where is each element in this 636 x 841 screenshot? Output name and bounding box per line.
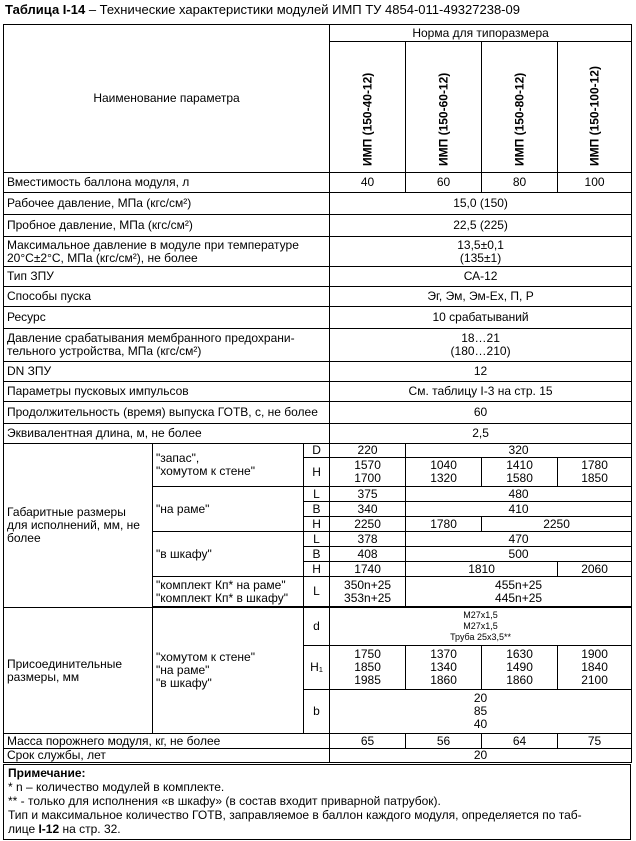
capacity-label: Вместимость баллона модуля, л <box>4 173 330 193</box>
life-label: Срок службы, лет <box>4 749 330 763</box>
dims-label: Габаритные размеры для исполнений, мм, не более <box>4 444 153 608</box>
resource-label: Ресурс <box>4 307 330 329</box>
work-pressure-label: Рабочее давление, МПа (кгс/см²) <box>4 193 330 215</box>
spec-table: Наименование параметра Норма для типоразмера ИМП (150-40-12) ИМП (150-60-12) ИМП (150-80-12) ИМП (150-100-12) Вместимость баллона модуля, л 40 60 80 100 Рабочее давление, МПа (кгс/см²) 15,0 (150) Пробное давление, МПа (кгс/см²) 22,5 (225) Максимальное давление в модуле при температуре 20°С±2°С, МПа (кгс/см²), не более 13,5±0,1 (135±1) Тип ЗПУ СА-12 Способы пуска Эг, Эм, Эм-Ех, П, Р Ресурс 10 срабатываний Давление срабатывания мембранного предохрани- тельного устройства, МПа (кгс/см²) 18…21 (180…210) DN ЗПУ 12 Параметры пусковых импульсов См. таблицу I-3 на стр. 15 Продолжительность (время) выпуска ГОТВ, с, не более 60 Эквивалентная длина, м, не более 2,5 Габаритные размеры для исполнений, мм, не более "запас", "хомутом к стене" D 220 320 H 1570 1700 1040 1320 1410 1580 1780 1850 "на раме" L 375 480 B 340 410 H 2250 1780 2250 "в шкафу" L 378 470 B 408 500 H 1740 1810 2060 "комплект Кп* на раме" "комплект Кп* в шкафу" L 350n+25 353n+25 455n+25 445n+25 Присоединительные размеры, мм "хомутом к стене" "на раме" "в шкафу" d M27x1,5 M27x1,5 Труба 25х3,5** H₁ 1750 1850 1985 1370 1340 1860 1630 1490 1860 1900 1840 2100 b 20 85 40 Масса порожнего модуля, кг, не более 65 56 64 75 Срок службы, лет 20 <box>3 24 632 763</box>
start-label: Способы пуска <box>4 287 330 307</box>
dn-label: DN ЗПУ <box>4 362 330 382</box>
model-2: ИМП (150-60-12) <box>406 42 482 173</box>
dims-zapas-label: "запас", "хомутом к стене" <box>153 444 304 487</box>
equiv-label: Эквивалентная длина, м, не более <box>4 424 330 444</box>
impulses-label: Параметры пусковых импульсов <box>4 382 330 402</box>
mass-label: Масса порожнего модуля, кг, не более <box>4 734 330 749</box>
model-3: ИМП (150-80-12) <box>482 42 558 173</box>
connect-sub-label: "хомутом к стене" "на раме" "в шкафу" <box>153 608 304 734</box>
zpu-label: Тип ЗПУ <box>4 267 330 287</box>
test-pressure-label: Пробное давление, МПа (кгс/см²) <box>4 215 330 237</box>
footnote: Примечание: * n – количество модулей в комплекте. ** - только для исполнения «в шкафу» (в состав входит приварной патрубок). Тип и максимальное количество ГОТВ, заправляемое в баллон каждого модуля, определяется по таб- лице I-12 на стр. 32. <box>3 764 631 840</box>
dims-rama-label: "на раме" <box>153 487 304 532</box>
max-pressure-label: Максимальное давление в модуле при температуре 20°С±2°С, МПа (кгс/см²), не более <box>4 237 330 267</box>
duration-label: Продолжительность (время) выпуска ГОТВ, с, не более <box>4 402 330 424</box>
table-title: Таблица I-14 – Технические характеристики модулей ИМП ТУ 4854-011-49327238-09 <box>5 2 520 17</box>
dims-shkaf-label: "в шкафу" <box>153 532 304 577</box>
dims-komplekt-label: "комплект Кп* на раме" "комплект Кп* в шкафу" <box>153 577 304 607</box>
param-header: Наименование параметра <box>4 25 330 173</box>
membrane-label: Давление срабатывания мембранного предохрани- тельного устройства, МПа (кгс/см²) <box>4 329 330 362</box>
model-4: ИМП (150-100-12) <box>558 42 632 173</box>
model-1: ИМП (150-40-12) <box>330 42 406 173</box>
norm-header: Норма для типоразмера <box>330 25 632 42</box>
connect-label: Присоединительные размеры, мм <box>4 608 153 734</box>
